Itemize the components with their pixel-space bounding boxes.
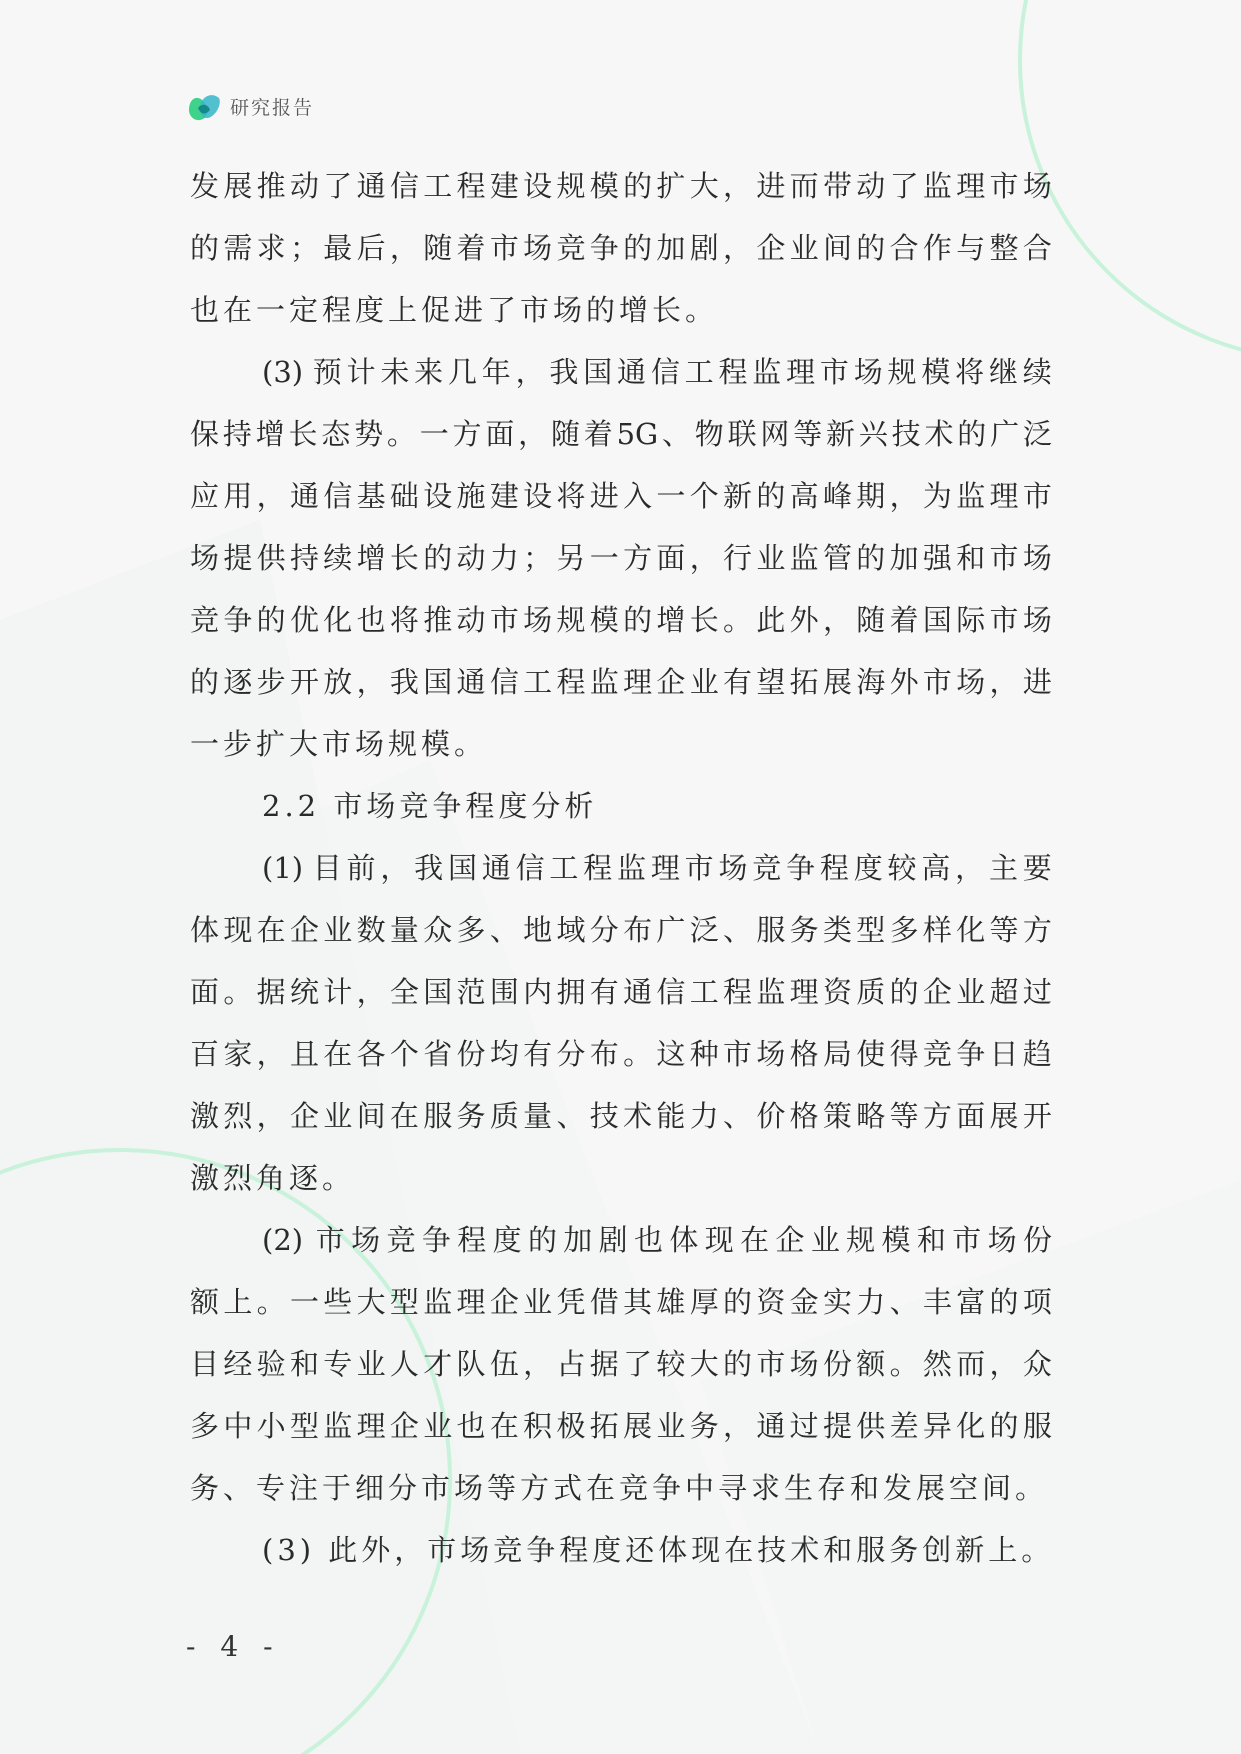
text-line: 额 上 。 一 些 大 型 监 理 企 业 凭 借 其 雄 厚 的 资 金 实 力 、 丰 富 的 项 <box>190 1285 1052 1319</box>
text-line: 一步扩大市场规模。 <box>190 727 488 761</box>
text-line: 竞 争 的 优 化 也 将 推 动 市 场 规 模 的 增 长 。 此 外 ， 随 着 国 际 市 场 <box>190 603 1052 637</box>
report-logo <box>186 88 314 124</box>
text-line: 激烈角逐。 <box>190 1161 356 1195</box>
text-line: 面 。 据 统 计 ， 全 国 范 围 内 拥 有 通 信 工 程 监 理 资 质 的 企 业 超 过 <box>190 975 1052 1009</box>
text-line: 也在一定程度上促进了市场的增长。 <box>190 293 719 327</box>
page-number: - 4 - <box>186 1630 281 1663</box>
logo-label: 研究报告 <box>230 96 315 119</box>
section-heading <box>190 775 1052 837</box>
text-line: 保 持 增 长 态 势 。 一 方 面 ， 随 着 5G 、 物 联 网 等 新 兴 技 术 的 广 泛 <box>190 417 1052 451</box>
paragraph <box>190 341 1052 775</box>
text-line: 应 用 ， 通 信 基 础 设 施 建 设 将 进 入 一 个 新 的 高 峰 期 ， 为 监 理 市 <box>190 479 1052 513</box>
paragraph <box>190 1209 1052 1519</box>
text-line: 体 现 在 企 业 数 量 众 多 、 地 域 分 布 广 泛 、 服 务 类 型 多 样 化 等 方 <box>190 913 1052 947</box>
text-line: (3) 此外，市场竞争程度还体现在技术和服务创新上。 <box>262 1533 1055 1567</box>
paragraph <box>190 1519 1055 1581</box>
text-line: 的 需 求 ； 最 后 ， 随 着 市 场 竞 争 的 加 剧 ， 企 业 间 的 合 作 与 整 合 <box>190 231 1052 265</box>
logo-leaf-icon <box>186 88 222 124</box>
text-line: 百 家 ， 且 在 各 个 省 份 均 有 分 布 。 这 种 市 场 格 局 使 得 竞 争 日 趋 <box>190 1037 1052 1071</box>
text-line: 的 逐 步 开 放 ， 我 国 通 信 工 程 监 理 企 业 有 望 拓 展 海 外 市 场 ， 进 <box>190 665 1052 699</box>
text-line: 多 中 小 型 监 理 企 业 也 在 积 极 拓 展 业 务 ， 通 过 提 供 差 异 化 的 服 <box>190 1409 1052 1443</box>
text-line: (1) 目 前 ， 我 国 通 信 工 程 监 理 市 场 竞 争 程 度 较 高 ， 主 要 <box>262 851 1052 885</box>
text-line: 发 展 推 动 了 通 信 工 程 建 设 规 模 的 扩 大 ， 进 而 带 动 了 监 理 市 场 <box>190 169 1052 203</box>
text-line: 激 烈 ， 企 业 间 在 服 务 质 量 、 技 术 能 力 、 价 格 策 略 等 方 面 展 开 <box>190 1099 1052 1133</box>
text-line: (3) 预 计 未 来 几 年 ， 我 国 通 信 工 程 监 理 市 场 规 模 将 继 续 <box>262 355 1052 389</box>
text-line: 场 提 供 持 续 增 长 的 动 力 ； 另 一 方 面 ， 行 业 监 管 的 加 强 和 市 场 <box>190 541 1052 575</box>
text-line: 2.2 市场竞争程度分析 <box>262 789 598 823</box>
paragraph <box>190 155 1052 341</box>
text-line: 目 经 验 和 专 业 人 才 队 伍 ， 占 据 了 较 大 的 市 场 份 额 。 然 而 ， 众 <box>190 1347 1052 1381</box>
text-line: (2) 市 场 竞 争 程 度 的 加 剧 也 体 现 在 企 业 规 模 和 市 场 份 <box>262 1223 1052 1257</box>
text-line: 务、专注于细分市场等方式在竞争中寻求生存和发展空间。 <box>190 1471 1049 1505</box>
paragraph <box>190 837 1052 1209</box>
document-body <box>190 155 1055 1581</box>
